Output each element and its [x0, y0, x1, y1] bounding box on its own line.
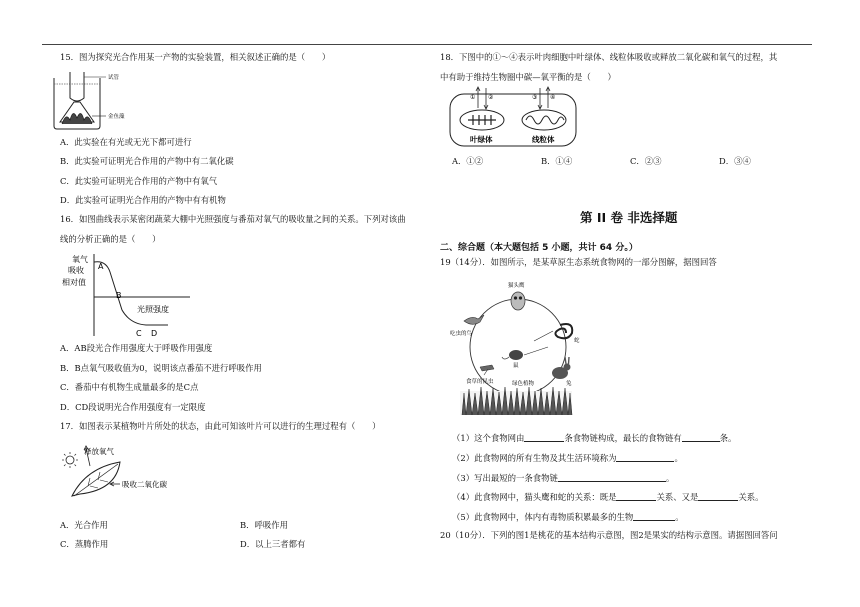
q15-option-c: C．此实验可证明光合作用的产物中有氧气	[60, 176, 218, 186]
q19-sub-2: （2）此食物网的所有生物及其生活环境称为 。	[452, 453, 683, 463]
q18-stem-line2: 中有助于维持生物圈中碳—氧平衡的是（ ）	[440, 72, 616, 82]
q18-label-mitochondria: 线粒体	[532, 135, 555, 144]
q15-label-test-tube: 试管	[108, 75, 120, 81]
q15-option-d: D．此实验可证明光合作用的产物中有有机物	[60, 195, 226, 205]
snake-icon	[555, 324, 572, 338]
header-rule	[42, 44, 812, 45]
answer-blank[interactable]	[616, 491, 656, 501]
q17-label-absorb-co2: 吸收二氧化碳	[122, 480, 167, 489]
q16-point-d: D	[151, 329, 158, 338]
q16-ylabel-3: 相对值	[62, 278, 86, 287]
q19-label-insectivorous-bird: 吃虫的鸟	[450, 331, 473, 337]
sun-icon	[62, 452, 78, 468]
mouse-icon	[502, 350, 523, 360]
q15-option-b: B．此实验可证明光合作用的产物中有二氧化碳	[60, 156, 234, 166]
grasshopper-icon	[480, 365, 494, 375]
part2-title: 第 II 卷 非选择题	[580, 210, 678, 225]
q17-label-release-oxygen: 释放氧气	[84, 447, 114, 456]
answer-blank[interactable]	[633, 511, 675, 521]
rabbit-icon	[552, 357, 571, 379]
q19-sub-1: （1）这个食物网由 条食物链构成，最长的食物链有 条。	[452, 433, 737, 443]
q18-option-b: B．①④	[541, 156, 573, 166]
q16-point-c: C	[136, 329, 142, 338]
q15-option-a: A．此实验在有光或无光下都可进行	[60, 137, 192, 147]
q18-option-d: D．③④	[719, 156, 751, 166]
q19-label-herbivorous-insect: 食草的昆虫	[466, 379, 494, 385]
q16-stem-line1: 16．如图曲线表示某密闭蔬菜大棚中光照强度与番茄对氧气的吸收量之间的关系。下列对该曲	[60, 214, 406, 224]
q16-point-a: A	[98, 262, 104, 271]
q18-option-a: A．①②	[452, 156, 484, 166]
q18-option-c: C．②③	[630, 156, 662, 166]
q15-label-plant: 金鱼藻	[108, 114, 125, 120]
q16-point-b: B	[116, 291, 122, 300]
section2-title: 二、综合题（本大题包括 5 小题，共计 64 分。）	[440, 243, 638, 253]
q18-mark-1: ①	[470, 94, 476, 101]
q17-option-b: B．呼吸作用	[240, 520, 289, 530]
q16-xlabel: 光照强度	[137, 305, 169, 314]
q17-option-c: C．蒸腾作用	[60, 539, 109, 549]
q19-sub-5: （5）此食物网中，体内有毒物质积累最多的生物 。	[452, 512, 684, 522]
q18-mark-3: ③	[532, 94, 538, 101]
q18-mark-4: ④	[550, 94, 556, 101]
q19-food-web-figure	[448, 275, 588, 420]
q18-stem-line1: 18．下图中的①～④表示叶肉细胞中叶绿体、线粒体吸收或释放二氧化碳和氧气的过程，其	[440, 52, 778, 62]
q16-option-d: D．CD段说明光合作用强度有一定限度	[60, 402, 206, 412]
q20-stem: 20（10分）．下列的图1是桃花的基本结构示意图，图2是果实的结构示意图。请据图回答问	[440, 530, 778, 540]
owl-icon	[511, 292, 525, 310]
answer-blank[interactable]	[616, 452, 674, 462]
q16-option-b: B．B点氧气吸收值为0，说明该点番茄不进行呼吸作用	[60, 363, 262, 373]
answer-blank[interactable]	[524, 432, 564, 442]
q16-oxygen-light-graph	[60, 250, 200, 342]
q19-label-green-plant: 绿色植物	[512, 381, 535, 387]
q18-mark-2: ②	[488, 94, 494, 101]
q18-cell-organelle-figure	[448, 86, 578, 148]
q19-label-snake: 蛇	[574, 338, 580, 344]
q16-ylabel-2: 吸收	[68, 266, 84, 275]
q19-stem: 19（14分）．如图所示，是某草原生态系统食物网的一部分图解，据图回答	[440, 257, 717, 267]
q19-sub-4: （4）此食物网中，猫头鹰和蛇的关系：既是 关系、又是 关系。	[452, 492, 764, 502]
q15-stem: 15．图为探究光合作用某一产物的实验装置，相关叙述正确的是（ ）	[60, 52, 331, 62]
q17-leaf-figure	[60, 438, 200, 508]
q17-option-a: A．光合作用	[60, 520, 108, 530]
q18-label-chloroplast: 叶绿体	[470, 135, 493, 144]
q16-option-a: A．AB段光合作用强度大于呼吸作用强度	[60, 343, 213, 353]
q15-apparatus-figure	[48, 68, 128, 130]
q19-label-mouse: 鼠	[513, 363, 519, 369]
q17-option-d: D．以上三者都有	[240, 539, 306, 549]
q16-stem-line2: 线的分析正确的是（ ）	[60, 234, 161, 244]
q19-label-rabbit: 兔	[566, 381, 572, 387]
answer-blank[interactable]	[698, 491, 738, 501]
q16-ylabel-1: 氧气	[72, 255, 88, 264]
answer-blank[interactable]	[682, 432, 720, 442]
q19-sub-3: （3）写出最短的一条食物链 。	[452, 473, 675, 483]
q16-option-c: C．番茄中有机物生成量最多的是C点	[60, 382, 199, 392]
q19-label-owl: 猫头鹰	[508, 283, 525, 289]
answer-blank[interactable]	[558, 472, 666, 482]
q17-stem: 17．如图表示某植物叶片所处的状态，由此可知该叶片可以进行的生理过程有（ ）	[60, 421, 381, 431]
